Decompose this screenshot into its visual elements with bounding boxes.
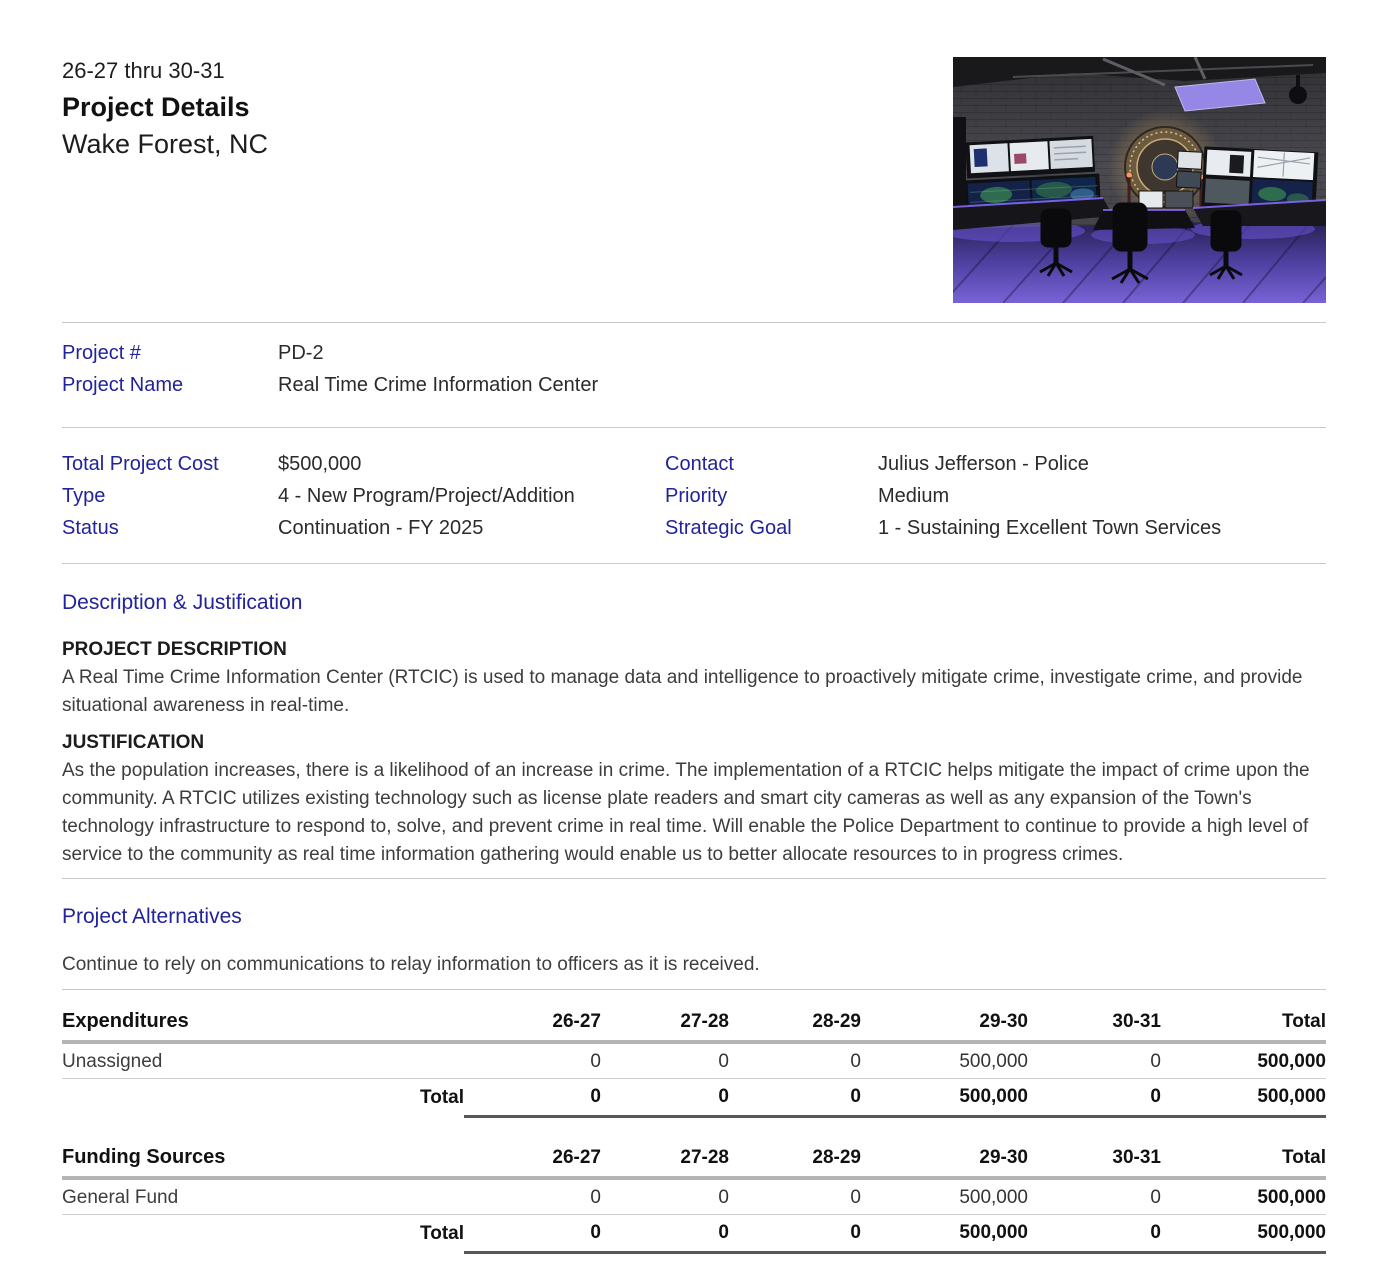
type-label: Type [62, 485, 106, 507]
cell-30-31: 0 [1028, 1042, 1161, 1079]
location-subtitle: Wake Forest, NC [62, 129, 269, 159]
total-28-29: 0 [729, 1079, 861, 1117]
type-row [62, 480, 665, 512]
strategic-goal-row [665, 512, 1326, 544]
project-description-title: PROJECT DESCRIPTION [62, 639, 287, 660]
project-details-grid [62, 448, 1326, 544]
cell-29-30: 500,000 [861, 1042, 1028, 1079]
divider-identity [62, 427, 1326, 428]
col-26-27: 26-27 [464, 1142, 601, 1178]
total-30-31: 0 [1028, 1079, 1161, 1117]
total-total: 500,000 [1161, 1079, 1326, 1117]
total-28-29: 0 [729, 1215, 861, 1253]
priority-row [665, 480, 1326, 512]
project-identity [62, 337, 1326, 401]
details-right-column [665, 448, 1326, 544]
page-title: Project Details [62, 92, 250, 122]
col-29-30: 29-30 [861, 1006, 1028, 1042]
divider-alternatives [62, 989, 1326, 990]
expenditures-table [62, 1006, 1326, 1118]
total-project-cost-row [62, 448, 665, 480]
project-number-row [62, 337, 1326, 369]
type-value: 4 - New Program/Project/Addition [278, 485, 575, 507]
col-28-29: 28-29 [729, 1142, 861, 1178]
center-monitors [1139, 191, 1193, 208]
expenditures-total-row [62, 1079, 1326, 1117]
col-total: Total [1161, 1006, 1326, 1042]
project-photo [953, 57, 1326, 303]
total-30-31: 0 [1028, 1215, 1161, 1253]
project-description-text: A Real Time Crime Information Center (RTCIC) is used to manage data and intelligence to proactively mitigate crime, investigate crime, and provide situational awareness in real-time. [62, 667, 1303, 716]
col-28-29: 28-29 [729, 1006, 861, 1042]
divider-top [62, 322, 1326, 323]
total-29-30: 500,000 [861, 1215, 1028, 1253]
project-name-value: Real Time Crime Information Center [278, 374, 599, 396]
funding-total-row [62, 1215, 1326, 1253]
total-27-28: 0 [601, 1215, 729, 1253]
total-29-30: 500,000 [861, 1079, 1028, 1117]
cell-27-28: 0 [601, 1178, 729, 1215]
project-alternatives-heading: Project Alternatives [62, 905, 242, 928]
project-number-value: PD-2 [278, 342, 324, 364]
divider-details [62, 563, 1326, 564]
status-value: Continuation - FY 2025 [278, 517, 484, 539]
project-alternatives-text: Continue to rely on communications to relay information to officers as it is received. [62, 954, 760, 975]
row-label: Unassigned [62, 1042, 464, 1079]
funding-sources-table [62, 1142, 1326, 1254]
cell-total: 500,000 [1161, 1178, 1326, 1215]
total-project-cost-value: $500,000 [278, 453, 362, 475]
strategic-goal-value: 1 - Sustaining Excellent Town Services [878, 517, 1222, 539]
total-26-27: 0 [464, 1079, 601, 1117]
expenditures-row-unassigned [62, 1042, 1326, 1079]
total-26-27: 0 [464, 1215, 601, 1253]
col-26-27: 26-27 [464, 1006, 601, 1042]
contact-label: Contact [665, 453, 734, 475]
priority-value: Medium [878, 485, 950, 507]
total-row-label: Total [420, 1086, 464, 1108]
funding-sources-title: Funding Sources [62, 1142, 464, 1178]
contact-row [665, 448, 1326, 480]
strategic-goal-label: Strategic Goal [665, 517, 792, 539]
total-total: 500,000 [1161, 1215, 1326, 1253]
col-27-28: 27-28 [601, 1006, 729, 1042]
row-label: General Fund [62, 1178, 464, 1215]
expenditures-header-row [62, 1006, 1326, 1042]
cell-28-29: 0 [729, 1042, 861, 1079]
description-justification-heading: Description & Justification [62, 591, 303, 614]
cell-26-27: 0 [464, 1042, 601, 1079]
total-27-28: 0 [601, 1079, 729, 1117]
col-total: Total [1161, 1142, 1326, 1178]
justification-text: As the population increases, there is a likelihood of an increase in crime. The implementation of a RTCIC helps mitigate the impact of crime upon the community. A RTCIC utilizes existing technology such as license plate readers and smart city cameras as well as any expansion of the Town's technology infrastructure to respond to, solve, and prevent crime in real time. Will enable the Police Department to continue to provide a high level of service to the community as real time information gathering would enable us to better allocate resources to in progress crimes. [62, 760, 1310, 865]
cell-26-27: 0 [464, 1178, 601, 1215]
status-label: Status [62, 517, 119, 539]
total-project-cost-label: Total Project Cost [62, 453, 219, 475]
funding-row-general-fund [62, 1178, 1326, 1215]
cell-30-31: 0 [1028, 1178, 1161, 1215]
col-30-31: 30-31 [1028, 1142, 1161, 1178]
cell-28-29: 0 [729, 1178, 861, 1215]
cell-27-28: 0 [601, 1042, 729, 1079]
col-29-30: 29-30 [861, 1142, 1028, 1178]
col-30-31: 30-31 [1028, 1006, 1161, 1042]
page-content [62, 0, 1326, 1254]
project-number-label: Project # [62, 342, 141, 364]
details-left-column [62, 448, 665, 544]
cell-29-30: 500,000 [861, 1178, 1028, 1215]
fiscal-year-range: 26-27 thru 30-31 [62, 58, 225, 83]
total-row-label: Total [420, 1222, 464, 1244]
expenditures-title: Expenditures [62, 1006, 464, 1042]
justification-title: JUSTIFICATION [62, 732, 205, 753]
col-27-28: 27-28 [601, 1142, 729, 1178]
divider-description [62, 878, 1326, 879]
project-name-label: Project Name [62, 374, 184, 396]
funding-header-row [62, 1142, 1326, 1178]
status-row [62, 512, 665, 544]
project-name-row [62, 369, 1326, 401]
cell-total: 500,000 [1161, 1042, 1326, 1079]
contact-value: Julius Jefferson - Police [878, 453, 1089, 475]
priority-label: Priority [665, 485, 728, 507]
